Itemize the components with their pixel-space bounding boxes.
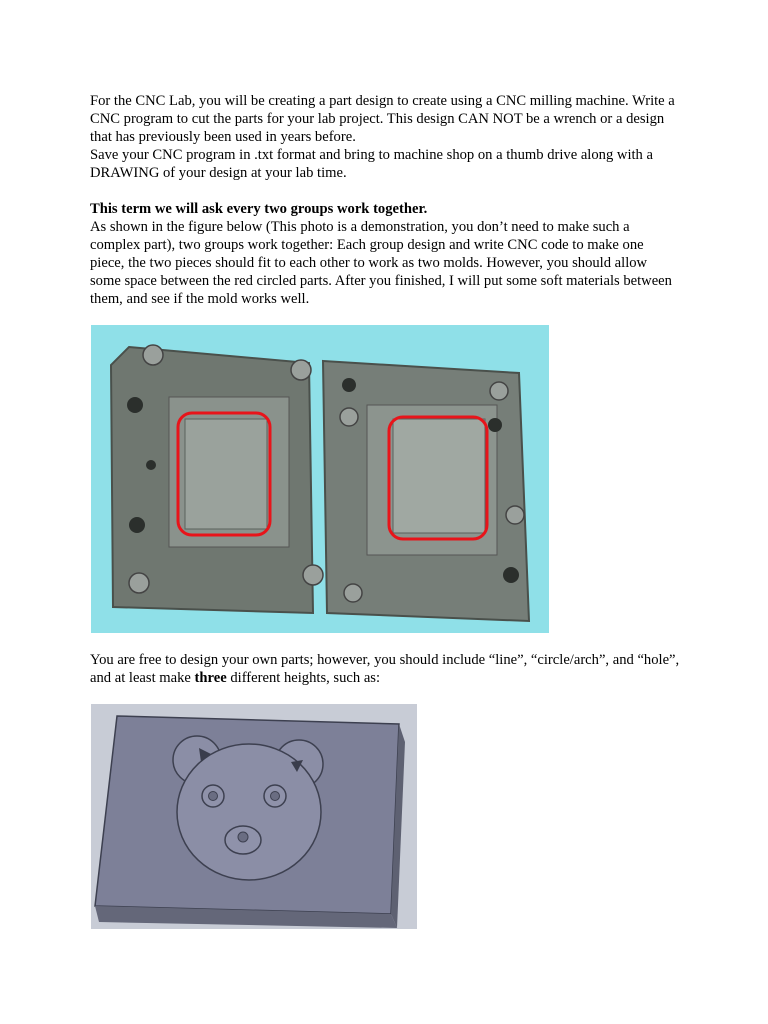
section-body: As shown in the figure below (This photo is a demonstration, you don’t need to make such a complex part), two groups work together: Each group design and write CNC code to make one piece, the two pieces should fit to each other to work as two molds. However, you should allow some space between the red circled parts. After you finished, I will put some soft materials between them, and see if the mold works well. <box>90 219 672 307</box>
mold-photo <box>91 325 549 633</box>
intro-paragraph-2: Save your CNC program in .txt format and bring to machine shop on a thumb drive along with a DRAWING of your design at your lab time. <box>90 147 653 181</box>
section-heading: This term we will ask every two groups work together. <box>90 201 428 217</box>
requirements-text-after: different heights, such as: <box>226 670 381 686</box>
requirements-paragraph <box>90 651 680 687</box>
bear-part-graphic <box>91 704 417 929</box>
document-body <box>90 92 680 308</box>
part-render-image <box>91 704 417 929</box>
intro-paragraph-1: For the CNC Lab, you will be creating a part design to create using a CNC milling machine. Write a CNC program to cut the parts for your lab project. This design CAN NOT be a wrench or a design that has previously been used in years before. <box>90 93 675 145</box>
mold-photo-graphic <box>91 325 549 633</box>
requirements-bold-word: three <box>194 670 227 686</box>
requirements-text-before: You are free to design your own parts; however, you should include “line”, “circle/arch”, and “hole”, and at least make <box>90 652 680 686</box>
